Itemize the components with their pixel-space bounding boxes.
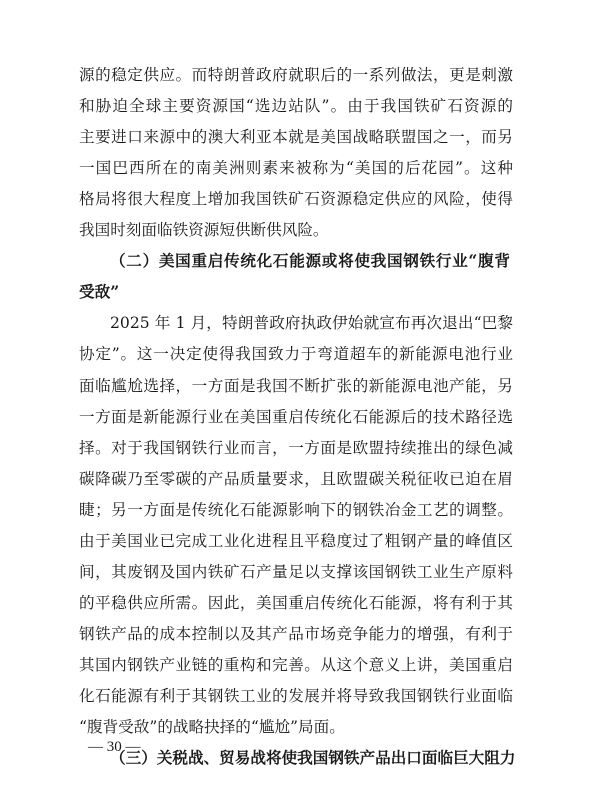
paragraph-line-1: 源的稳定供应。而特朗普政府就职后的一系列做法，更是刺激 — [79, 66, 513, 84]
paragraph-line-5: 格局将很大程度上增加我国铁矿石资源稳定供应的风险，使得 — [79, 190, 513, 209]
section-heading-3: （三）关税战、贸易战将使我国钢铁产品出口面临巨大阻力 — [110, 748, 516, 768]
paragraph-line-10: 一方面是新能源行业在美国重启传统化石能源后的技术路径选 — [79, 407, 513, 426]
paragraph-line-16: 的平稳供应所需。因此，美国重启传统化石能源，将有利于其 — [79, 593, 513, 612]
paragraph-line-8: 协定”。这一决定使得我国致力于弯道超车的新能源电池行业 — [79, 345, 513, 364]
section-heading-2-line-2: 受敌” — [79, 282, 120, 302]
paragraph-line-17: 钢铁产品的成本控制以及其产品市场竞争能力的增强，有利于 — [79, 624, 513, 643]
paragraph-line-13: 睫；另一方面是传统化石能源影响下的钢铁冶金工艺的调整。 — [79, 500, 513, 519]
paragraph-line-6: 我国时刻面临铁资源短供断供风险。 — [79, 221, 329, 240]
paragraph-line-11: 择。对于我国钢铁行业而言，一方面是欧盟持续推出的绿色减 — [79, 438, 513, 457]
paragraph-line-7: 2025 年 1 月，特朗普政府执政伊始就宣布再次退出“巴黎 — [110, 314, 513, 333]
paragraph-line-14: 由于美国业已完成工业化进程且平稳度过了粗钢产量的峰值区 — [79, 531, 513, 550]
paragraph-line-3: 主要进口来源中的澳大利亚本就是美国战略联盟国之一，而另 — [79, 128, 513, 147]
paragraph-line-2: 和胁迫全球主要资源国“选边站队”。由于我国铁矿石资源的 — [79, 97, 513, 115]
paragraph-line-4: 一国巴西所在的南美洲则素来被称为“美国的后花园”。这种 — [79, 159, 513, 178]
paragraph-line-9: 面临尴尬选择，一方面是我国不断扩张的新能源电池产能，另 — [79, 376, 513, 395]
paragraph-line-15: 间，其废钢及国内铁矿石产量足以支撑该国钢铁工业生产原料 — [79, 562, 513, 581]
section-heading-2-line-1: （二）美国重启传统化石能源或将使我国钢铁行业“腹背 — [110, 251, 510, 271]
paragraph-line-20: “腹背受敌”的战略抉择的“尴尬”局面。 — [79, 718, 345, 737]
page-number: — 30 — — [88, 739, 141, 755]
paragraph-line-12: 碳降碳乃至零碳的产品质量要求，且欧盟碳关税征收已迫在眉 — [79, 469, 513, 488]
paragraph-line-19: 化石能源有利于其钢铁工业的发展并将导致我国钢铁行业面临 — [79, 687, 513, 705]
paragraph-line-18: 其国内钢铁产业链的重构和完善。从这个意义上讲，美国重启 — [79, 656, 513, 674]
